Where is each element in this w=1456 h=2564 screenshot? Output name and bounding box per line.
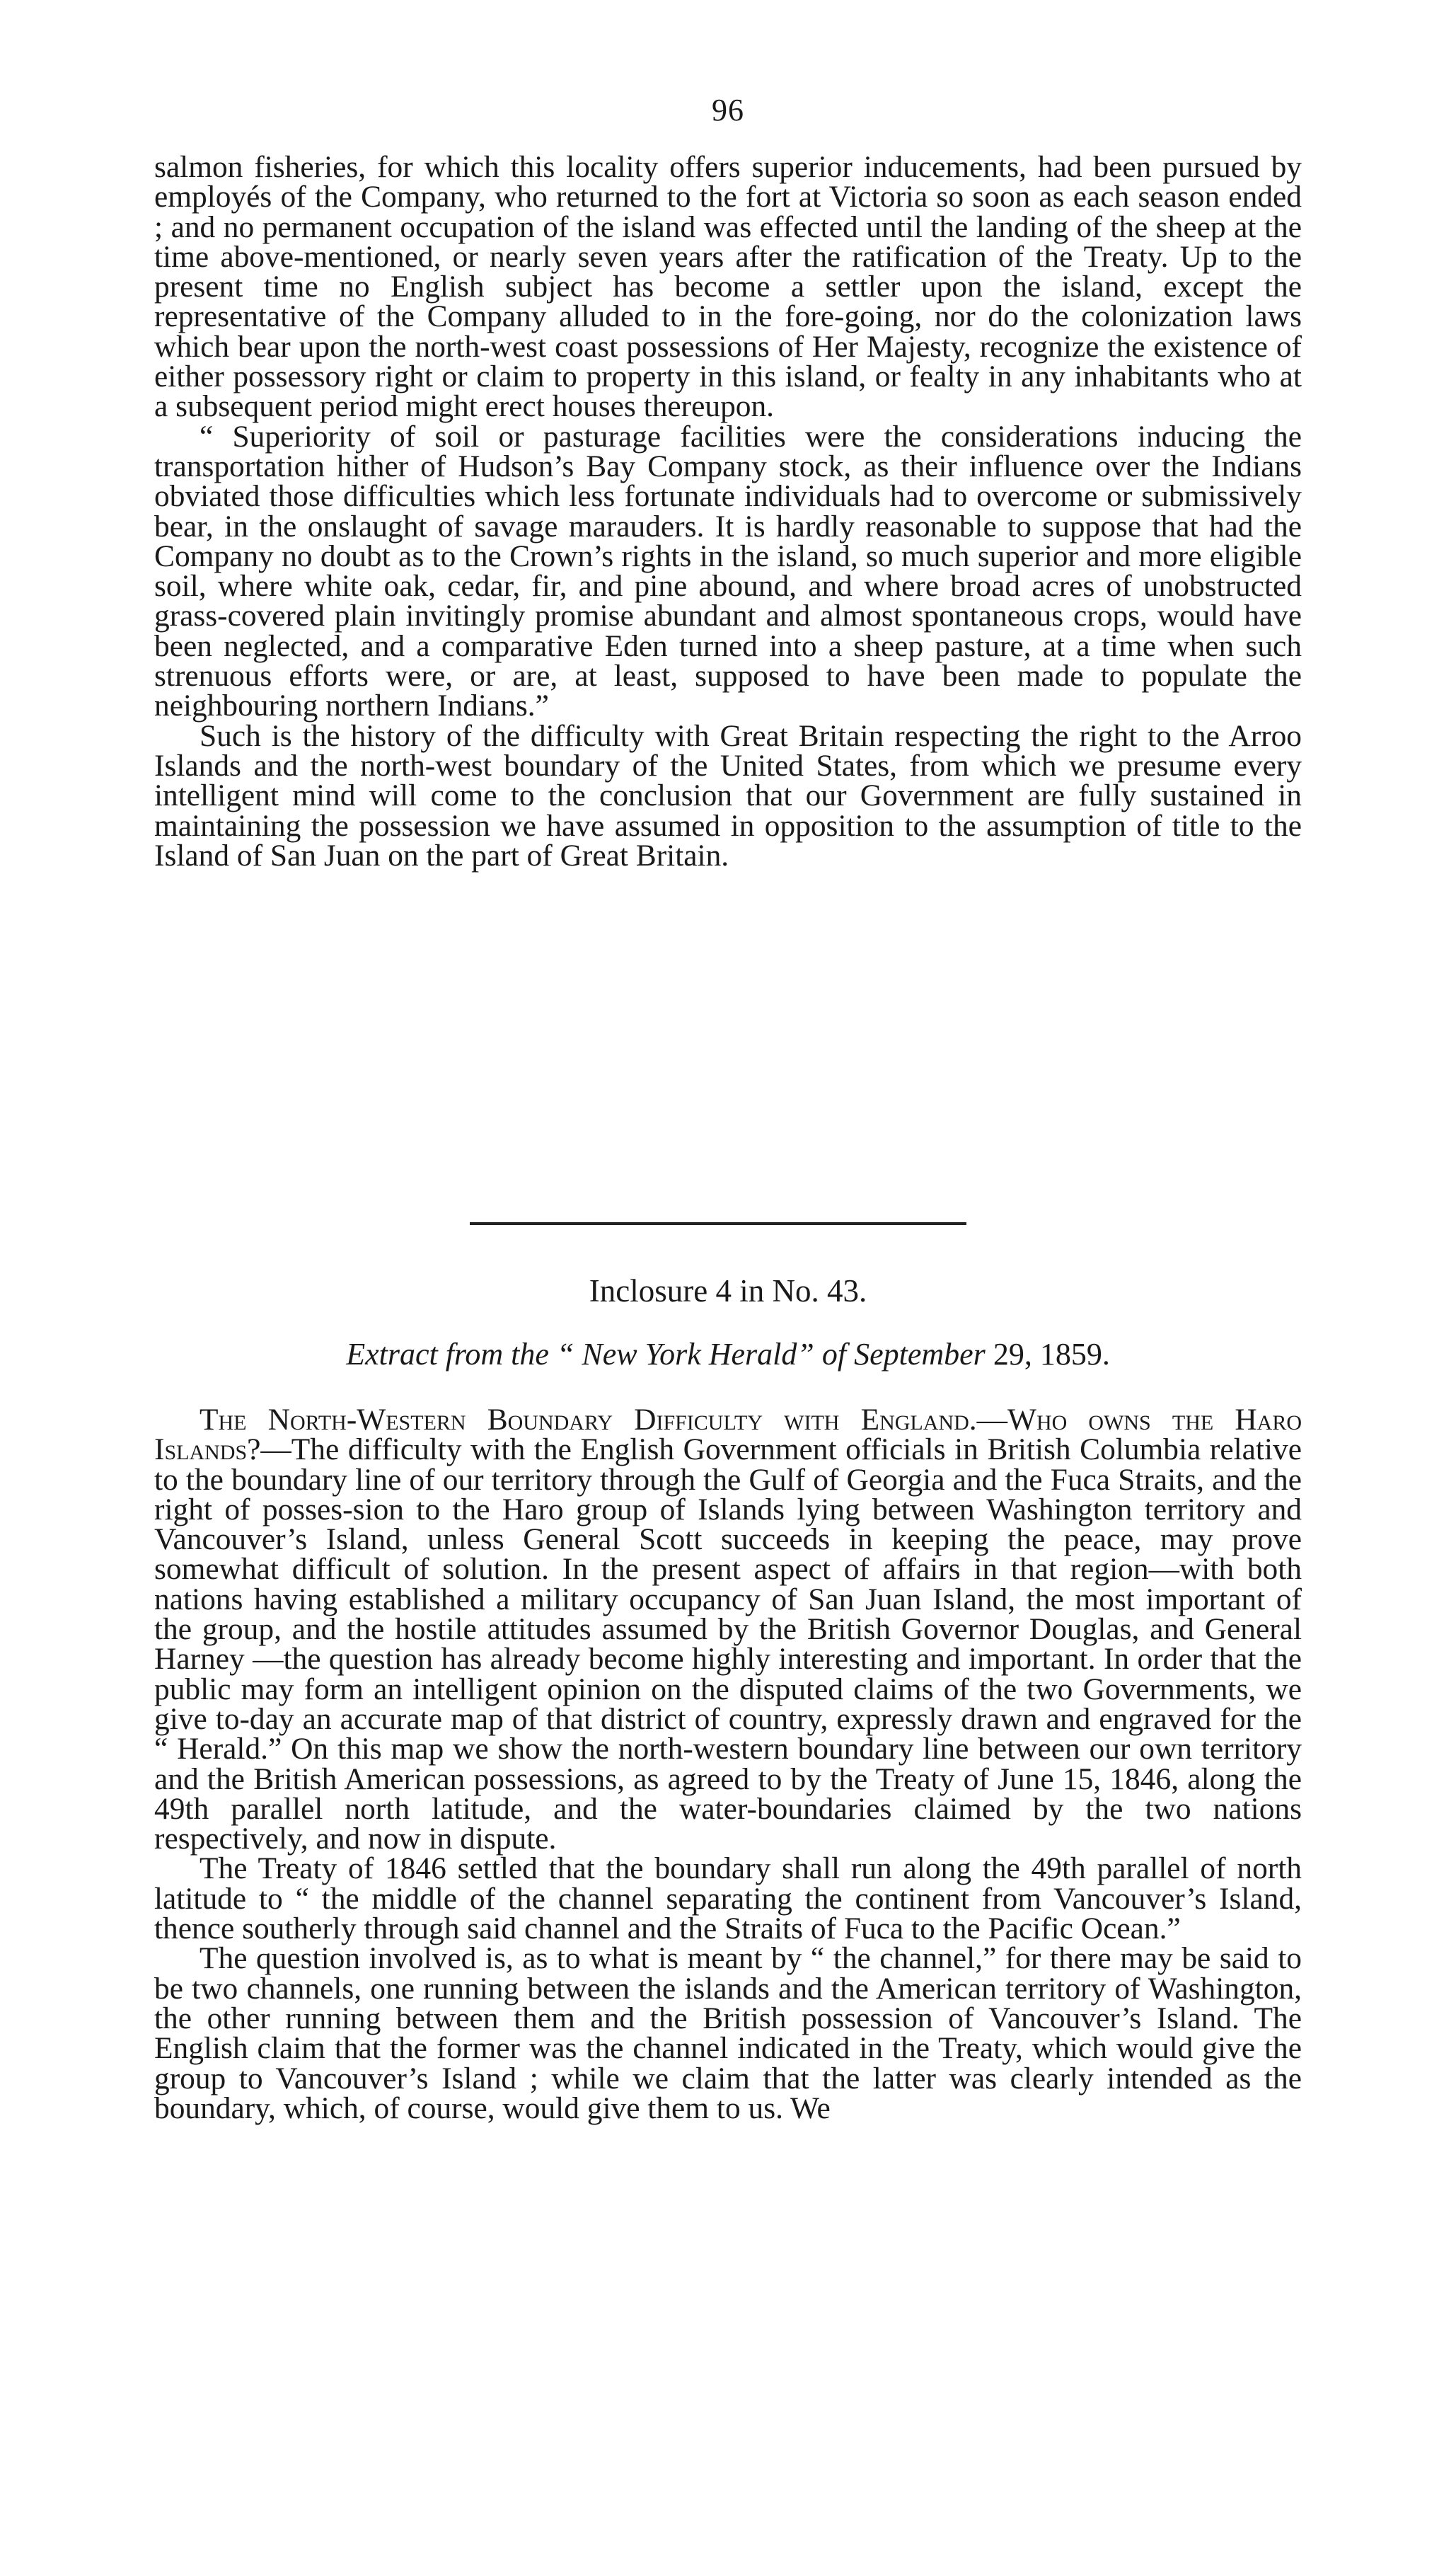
extract-source-line <box>0 1336 1456 1372</box>
article-text-block <box>154 1405 1302 2123</box>
paragraph-conclusion: Such is the history of the difficulty with Great Britain respecting the right to the Arroo Islands and the north-west boundary of the United States, from which we presume every intelligent mind will come to the conclusion that our Government are fully sustained in maintaining the possession we have assumed in opposition to the assumption of title to the Island of San Juan on the part of Great Britain. <box>154 718 1302 873</box>
extract-date: 29, 1859. <box>985 1337 1110 1372</box>
section-divider <box>470 1222 966 1225</box>
extract-month: September <box>854 1337 986 1372</box>
extract-middle: of <box>814 1337 855 1372</box>
article-paragraph-3: The question involved is, as to what is meant by “ the channel,” for there may be said to be two channels, one running between the islands and the American territory of Washington, the other running between them and the British possession of Vancouver’s Island. The English claim that the former was the channel indicated in the Treaty, which would give the group to Vancouver’s Island ; while we claim that the latter was clearly intended as the boundary, which, of course, would give them to us. We <box>154 1941 1302 2125</box>
extract-prefix: Extract from the <box>346 1337 557 1372</box>
article-first-paragraph <box>154 1403 1302 1856</box>
page-number: 96 <box>712 93 744 127</box>
extract-paper-name: “ New York Herald” <box>556 1337 814 1372</box>
paragraph-quote: “ Superiority of soil or pasturage facilities were the considerations inducing the transportation hither of Hudson’s Bay Company stock, as their influence over the Indians obviated those difficulties which less fortunate individuals had to overcome or submissively bear, in the onslaught of savage marauders. It is hardly reasonable to suppose that had the Company no doubt as to the Crown’s rights in the island, so much superior and more eligible soil, where white oak, cedar, fir, and pine abound, and where broad acres of unobstructed grass-covered plain invitingly promise abundant and almost spontaneous crops, would have been neglected, and a comparative Eden turned into a sheep pasture, at a time when such strenuous efforts were, or are, at least, supposed to have been made to populate the neighbouring northern Indians.” <box>154 419 1302 723</box>
inclosure-heading: Inclosure 4 in No. 43. <box>589 1273 867 1309</box>
article-paragraph-1-text: —The difficulty with the English Government officials in British Columbia relative to the boundary line of our territory through the Gulf of Georgia and the Fuca Straits, and the right of posses-sion to the Haro group of Islands lying between Washington territory and Vancouver’s Island, unless General Scott succeeds in keeping the peace, may prove somewhat difficult of solution. In the present aspect of affairs in that region—with both nations having established a military occupancy of San Juan Island, the most important of the group, and the hostile attitudes assumed by the British Governor Douglas, and General Harney —the question has already become highly interesting and important. In order that the public may form an intelligent opinion on the disputed claims of the two Governments, we give to-day an accurate map of that district of country, expressly drawn and engraved for the “ Herald.” On this map we show the north-western boundary line between our own territory and the British American possessions, as agreed to by the Treaty of June 15, 1846, along the 49th parallel north latitude, and the water-boundaries claimed by the two nations respectively, and now in dispute. <box>154 1432 1302 1856</box>
top-text-block <box>154 150 1302 873</box>
article-headline: The North-Western Boundary Difficulty with England.—Who owns the Haro Islands? <box>154 1403 1302 1467</box>
article-paragraph-2: The Treaty of 1846 settled that the boundary shall run along the 49th parallel of north latitude to “ the middle of the channel separating the continent from Vancouver’s Island, thence southerly through said channel and the Straits of Fuca to the Pacific Ocean.” <box>154 1851 1302 1946</box>
paragraph-continuation: salmon fisheries, for which this locality offers superior inducements, had been pursued by employés of the Company, who returned to the fort at Victoria so soon as each season ended ; and no permanent occupation of the island was effected until the landing of the sheep at the time above-mentioned, or nearly seven years after the ratification of the Treaty. Up to the present time no English subject has become a settler upon the island, except the representative of the Company alluded to in the fore-going, nor do the colonization laws which bear upon the north-west coast possessions of Her Majesty, recognize the existence of either possessory right or claim to property in this island, or fealty in any inhabitants who at a subsequent period might erect houses thereupon. <box>154 150 1302 424</box>
